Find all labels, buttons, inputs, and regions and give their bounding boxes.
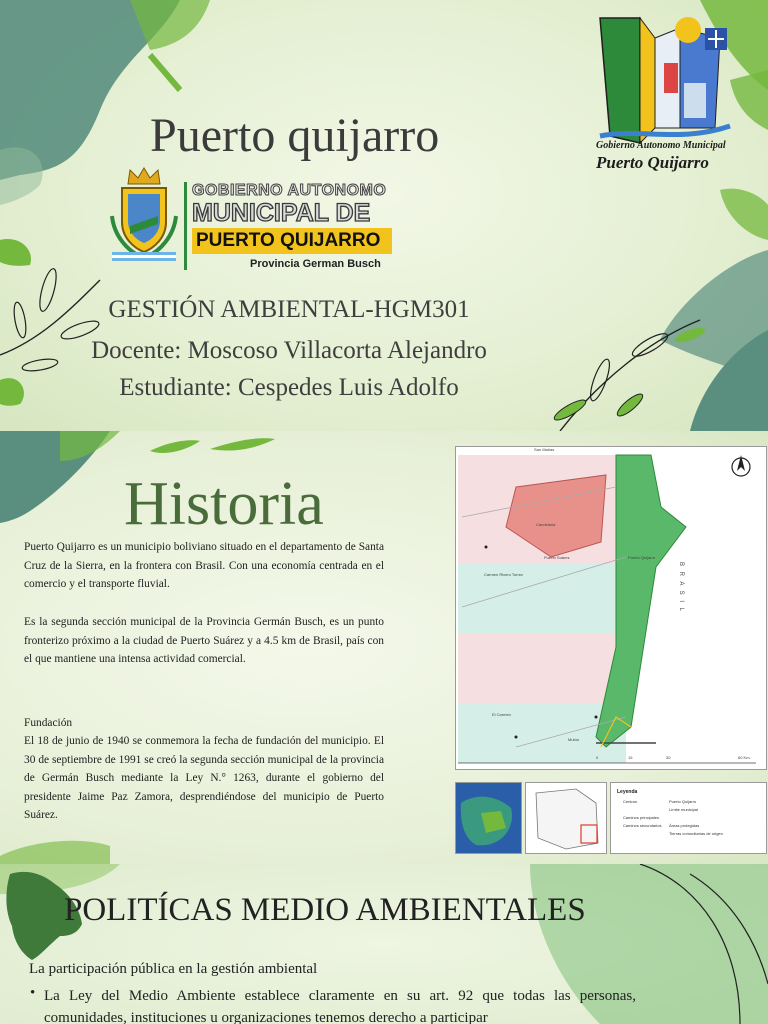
map-scale-tick: 15: [628, 755, 633, 760]
fundacion-paragraph: El 18 de junio de 1940 se conmemora la fecha de fundación del municipio. El 30 de septiembre de 1991 se creó la segunda sección municipal de la provincia de Germán Busch mediante la Ley N.° 1263, durante el gobierno del presidente Jaime Paz Zamora, desprendiéndose del municipio de Puerto Suárez.: [24, 735, 384, 821]
map-place-label: El Carmen: [492, 712, 511, 717]
wordmark-line-4: Provincia German Busch: [250, 258, 381, 270]
historia-slide: [0, 431, 768, 864]
government-logo-caption-small: Gobierno Autonomo Municipal: [596, 140, 726, 151]
historia-paragraph-2: Es la segunda sección municipal de la Provincia Germán Busch, es un punto fronterizo próximo a la ciudad de Puerto Suárez y a 4.5 km de Brasil, país con el que mantiene una intensa actividad comercial.: [24, 616, 384, 665]
map-scale-tick: 0: [596, 755, 599, 760]
legend-item: Tierras comunitarias de origen: [669, 831, 723, 836]
map-place-label: Puerto Quijarro: [628, 555, 656, 560]
map-place-label: Mutún: [568, 737, 580, 742]
department-map-icon: [526, 783, 606, 853]
map-scale-tick: 60 Km.: [738, 755, 751, 760]
map-place-label: Candelaria: [536, 522, 556, 527]
course-line: GESTIÓN AMBIENTAL-HGM301: [108, 296, 470, 323]
map-scale-tick: 30: [666, 755, 671, 760]
region-map-icon: [456, 783, 521, 853]
cover-title: Puerto quijarro: [150, 109, 440, 162]
government-logo-caption-large: Puerto Quijarro: [596, 153, 709, 172]
student-line: Estudiante: Cespedes Luis Adolfo: [119, 374, 459, 401]
wordmark-line-1: GOBIERNO AUTONOMO: [192, 182, 387, 199]
location-minimap-2: [525, 782, 607, 854]
wordmark-line-2: MUNICIPAL DE: [192, 199, 371, 227]
legend-item: Puerto Quijarro: [669, 799, 697, 804]
map-place-label: San Matías: [534, 447, 555, 452]
municipal-crest: [108, 166, 180, 262]
politicas-title: POLITÍCAS MEDIO AMBIENTALES: [64, 892, 586, 928]
cover-slide: [0, 0, 768, 431]
wordmark-line-3: PUERTO QUIJARRO: [192, 228, 392, 254]
bullet-icon: •: [30, 985, 36, 1001]
politicas-bullet: La Ley del Medio Ambiente establece claramente en su art. 92 que todas las personas, comunidades, instituciones u organizaciones tenemos derecho a participar: [44, 988, 636, 1024]
map-country-label: B R A S I L: [678, 562, 684, 614]
legend-item: Caminos principales: [623, 815, 660, 820]
location-minimap-1: [455, 782, 522, 854]
wordmark-divider: [184, 182, 187, 270]
legend-item: Caminos secundarios: [623, 823, 662, 828]
fundacion-heading: Fundación: [24, 717, 73, 729]
legend-title: Leyenda: [617, 789, 638, 795]
map-legend: [610, 782, 767, 854]
coat-of-arms-icon: [108, 166, 180, 262]
government-logo: [580, 8, 750, 148]
politicas-intro: La participación pública en la gestión ambiental: [29, 961, 318, 977]
legend-item: Centros: [623, 799, 638, 804]
government-emblem-icon: [580, 8, 750, 148]
legend-item: Áreas protegidas: [669, 823, 700, 828]
map-graphic: [456, 447, 766, 769]
teacher-line: Docente: Moscoso Villacorta Alejandro: [91, 337, 487, 364]
map-place-label: Puerto Suárez: [544, 555, 570, 560]
historia-paragraph-1: Puerto Quijarro es un municipio boliviano situado en el departamento de Santa Cruz de la Sierra, en la frontera con Brasil. Con una economía centrada en el comercio y el transporte fluvial.: [24, 541, 384, 590]
municipality-map: [455, 446, 767, 770]
legend-item: Límite municipal: [669, 807, 698, 812]
map-place-label: Carmen Rivero Torrez: [484, 572, 524, 577]
historia-title: Historia: [124, 470, 324, 538]
politicas-slide: [0, 864, 768, 1024]
